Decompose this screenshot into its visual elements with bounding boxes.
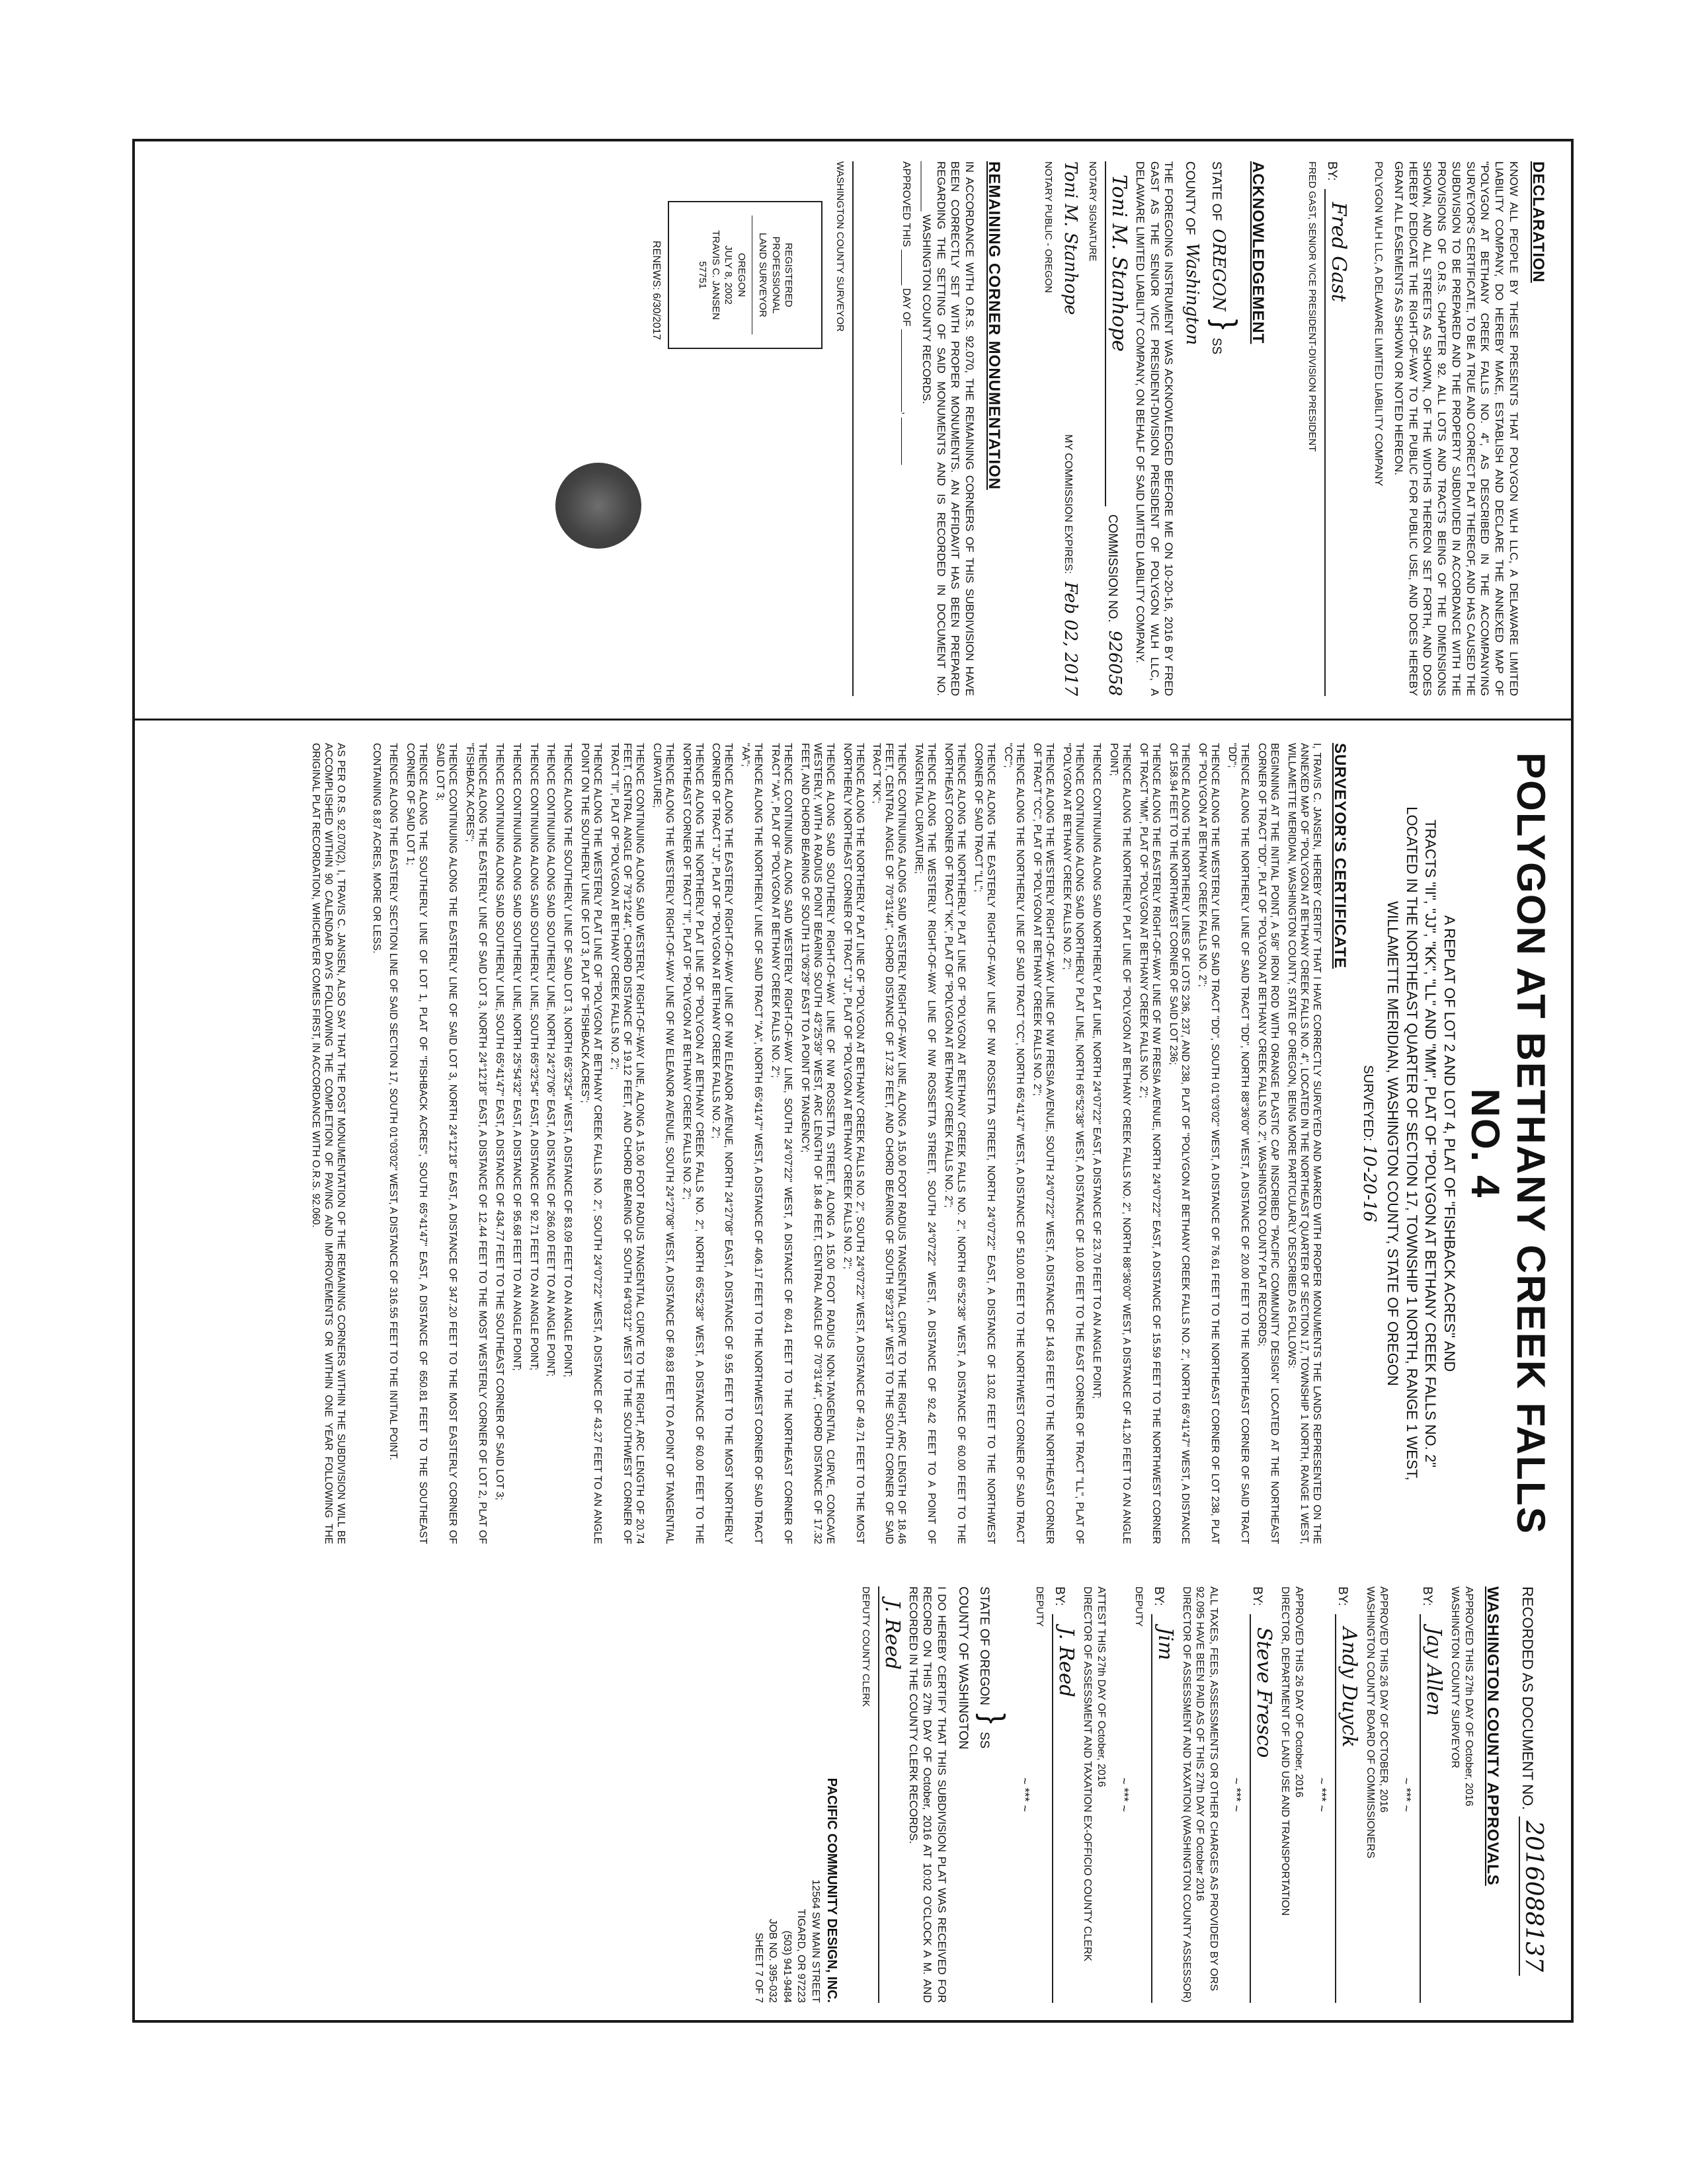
firm-city: TIGARD, OR 97223 [795, 1908, 807, 2003]
declaration-text: KNOW ALL PEOPLE BY THESE PRESENTS THAT POLYGON WLH LLC, A DELAWARE LIMITED LIABILITY COMPANY, DO HEREBY MAKE, ESTABLISH AND DECLARE THE ANNEXED MAP OF "POLYGON AT BETHANY CREEK FALLS NO. 4", AS DESCRIBED IN THE ACCOMPANYING SURVEYOR'S CERTIFICATE, TO BE A TRUE AND CORRECT PLAT THEREOF, AND HAS CAUSED THE SUBDIVISION TO BE PREPARED AND THE PROPERTY SUBDIVIDED IN ACCORDANCE WITH THE PROVISIONS OF O.R.S. CHAPTER 92. ALL LOTS AND TRACTS BEING OF THE DIMENSIONS SHOWN, AND ALL STREETS AS SHOWN, OF THE WIDTHS THEREON SET FORTH, AND DOES HEREBY DEDICATE THE RIGHT-OF-WAY TO THE PUBLIC FOR PUBLIC USE, AND DOES HEREBY GRANT ALL EASEMENTS AS SHOWN OR NOTED HEREON. [1392, 161, 1520, 696]
plat-sheet [132, 139, 1574, 2023]
survey-course: THENCE ALONG THE SOUTHERLY LINE OF SAID LOT 3, NORTH 65°32'54" WEST, A DISTANCE OF 83.09 FEET TO AN ANGLE POINT; [562, 743, 574, 1378]
firm-address: 12564 SW MAIN STREET [809, 1879, 821, 2003]
ack-county-label: COUNTY OF [1183, 161, 1197, 235]
survey-course: BEGINNING AT THE INITIAL POINT, A 5/8" IRON ROD WITH ORANGE PLASTIC CAP INSCRIBED "PACIFIC COMMUNITY DESIGN" LOCATED AT THE NORTHEAST CORNER OF TRACT "DD", PLAT OF "POLYGON AT BETHANY CREEK FALLS NO. 2", WASHINGTON COUNTY PLAT RECORDS; [1256, 743, 1280, 1544]
survey-course: THENCE CONTINUING ALONG SAID SOUTHERLY LINE, NORTH 24°27'06" EAST, A DISTANCE OF 266.00 FEET TO AN ANGLE POINT; [545, 743, 557, 1377]
plat-subtitle-4: WILLAMETTE MERIDIAN, WASHINGTON COUNTY, STATE OF OREGON [1385, 901, 1402, 1386]
survey-course: THENCE ALONG THE NORTHERLY LINES OF LOTS 236, 237, AND 238, PLAT OF "POLYGON AT BETHANY CREEK FALLS NO. 2", NORTH 65°41'47" WEST, A DISTANCE OF 158.94 FEET TO THE NORTHWEST CORNER OF SAID LOT 236; [1167, 743, 1191, 1544]
ack-county-row [1182, 161, 1202, 696]
approval-surveyor-text: APPROVED THIS 27th DAY OF October, 2016 [1463, 1586, 1474, 1807]
survey-course: THENCE CONTINUING ALONG SAID SOUTHERLY LINE, NORTH 25°54'32" EAST, A DISTANCE OF 95.68 FEET TO AN ANGLE POINT; [510, 743, 522, 1371]
approval-board-label: WASHINGTON COUNTY BOARD OF COMMISSIONERS [1364, 1586, 1376, 1859]
left-column [132, 139, 1574, 721]
declaration-heading: DECLARATION [1529, 161, 1547, 283]
survey-course: THENCE ALONG THE EASTERLY RIGHT-OF-WAY LINE OF NW ELEANOR AVENUE, NORTH 24°27'08" EAST, A DISTANCE OF 9.55 FEET TO THE MOST NORTHERLY CORNER OF TRACT "JJ", PLAT OF "POLYGON AT BETHANY CREEK FALLS NO. 2"; [710, 743, 735, 1544]
right-column [132, 1567, 1574, 2023]
remaining-approved: APPROVED THIS ______ DAY OF ______________, ________ [901, 161, 912, 465]
commission-label: COMMISSION NO. [1105, 514, 1120, 623]
firm-phone: (503) 941-9484 [781, 1930, 793, 2003]
ack-text: THE FOREGOING INSTRUMENT WAS ACKNOWLEDGED BEFORE ME ON 10-20-16, 2016 BY FRED GAST AS THE SENIOR VICE PRESIDENT-DIVISION PRESIDENT OF POLYGON WLH LLC, A DELAWARE LIMITED LIABILITY COMPANY, ON BEHALF OF SAID LIMITED LIABILITY COMPANY. [1133, 161, 1176, 696]
notary-signature-label: NOTARY SIGNATURE [1087, 161, 1099, 262]
approval-board-text: APPROVED THIS 26 DAY OF OCTOBER, 2016 [1378, 1586, 1390, 1813]
stamp-line-7: 57751 [697, 261, 709, 289]
stars-4: ~ *** ~ [1117, 1777, 1131, 1813]
stamp-line-5: JULY 8, 2002 [723, 245, 735, 305]
notary-name: Toni M. Stanhope [1061, 161, 1081, 315]
surveyor-intro: I, TRAVIS C. JANSEN, HEREBY CERTIFY THAT I HAVE CORRECTLY SURVEYED AND MARKED WITH PROPER MONUMENTS THE LANDS REPRESENTED ON THE ANNEXED MAP OF "POLYGON AT BETHANY CREEK FALLS NO. 4", LOCATED IN THE NORTHEAST QUARTER OF SECTION 17, TOWNSHIP 1 NORTH, RANGE 1 WEST, WILLAMETTE MERIDIAN, WASHINGTON COUNTY, STATE OF OREGON, BEING MORE PARTICULARLY DESCRIBED AS FOLLOWS: [1285, 743, 1322, 1544]
stars-5: ~ *** ~ [1018, 1777, 1032, 1813]
stamp-renews: RENEWS: 6/30/2017 [651, 241, 662, 340]
clerk-county-row [955, 1586, 970, 2003]
ack-ss: SS [1209, 337, 1224, 355]
firm-name: PACIFIC COMMUNITY DESIGN, INC. [824, 1777, 839, 2003]
surveyor-heading: SURVEYOR'S CERTIFICATE [1330, 743, 1349, 969]
notary-signature-row [1105, 161, 1131, 696]
stamp-line-2: PROFESSIONAL [770, 236, 782, 314]
recorded-as-document [1519, 1586, 1547, 2003]
survey-course: THENCE ALONG SAID SOUTHERLY RIGHT-OF-WAY LINE OF NW ROSSETTA STREET, ALONG A 15.00 FOOT RADIUS NON-TANGENTIAL CURVE, CONCAVE WESTERLY, WITH A RADIUS POINT BEARING SOUTH 43°25'39" WEST, ARC LENGTH OF 18.46 FEET, CENTRAL ANGLE OF 70°31'44", CHORD DISTANCE OF 17.32 FEET, AND CHORD BEARING OF SOUTH 11°06'29" EAST TO A POINT OF TANGENCY; [799, 743, 836, 1544]
surveyor-closing: AS PER O.R.S. 92.070(2), I, TRAVIS C. JANSEN, ALSO SAY THAT THE POST MONUMENTATION OF THE REMAINING CORNERS WITHIN THE SUBDIVISION WILL BE ACCOMPLISHED WITHIN 90 CALENDAR DAYS FOLLOWING THE COMPLETION OF PAVING AND IMPROVEMENTS OR WITHIN ONE YEAR FOLLOWING THE ORIGINAL PLAT RECORDATION, WHICHEVER COMES FIRST, IN ACCORDANCE WITH O.R.S. 92.060. [309, 743, 346, 1544]
survey-course: THENCE CONTINUING ALONG SAID NORTHERLY PLAT LINE, NORTH 24°07'22" EAST, A DISTANCE OF 23.70 FEET TO AN ANGLE POINT; [1091, 743, 1103, 1399]
acknowledgement-heading: ACKNOWLEDGEMENT [1249, 161, 1267, 344]
survey-course: THENCE CONTINUING ALONG SAID WESTERLY RIGHT-OF-WAY LINE, ALONG A 15.00 FOOT RADIUS TANGENTIAL CURVE TO THE RIGHT, ARC LENGTH OF 18.46 FEET, CENTRAL ANGLE OF 70°31'44", CHORD DISTANCE OF 17.32 FEET, AND CHORD BEARING OF SOUTH 59°23'14" WEST TO THE SOUTH CORNER OF SAID TRACT "KK"; [871, 743, 908, 1544]
survey-course: THENCE ALONG THE NORTHERLY LINE OF SAID TRACT "DD", NORTH 88°36'00" WEST, A DISTANCE OF 20.00 FEET TO THE NORTHEAST CORNER OF SAID TRACT "DD"; [1226, 743, 1251, 1544]
approval-deputy-signature: Jim [1153, 1627, 1177, 1660]
clerk-state-row [975, 1586, 1011, 2003]
clerk-text: I DO HEREBY CERTIFY THAT THIS SUBDIVISION PLAT WAS RECEIVED FOR RECORD ON THIS 27th DAY OF October, 2016 AT 10:02 O'CLOCK A M. AND RECORDED IN THE COUNTY CLERK RECORDS. [906, 1586, 949, 2003]
approval-director-text: APPROVED THIS 26 DAY OF October, 2016 [1293, 1586, 1305, 1798]
survey-course: THENCE ALONG THE EASTERLY RIGHT-OF-WAY LINE OF NW ROSSETTA STREET, NORTH 24°07'22" EAST, A DISTANCE OF 13.02 FEET TO THE NORTHWEST CORNER OF SAID TRACT "LL"; [972, 743, 996, 1544]
survey-course: THENCE CONTINUING ALONG SAID SOUTHERLY LINE, SOUTH 65°32'54" EAST, A DISTANCE OF 92.71 FEET TO AN ANGLE POINT; [528, 743, 540, 1371]
declaration-signature: Fred Gast [1327, 202, 1351, 302]
declaration-signer: FRED GAST, SENIOR VICE PRESIDENT-DIVISION PRESIDENT [1306, 161, 1318, 452]
survey-course: THENCE ALONG THE WESTERLY PLAT LINE OF "POLYGON AT BETHANY CREEK FALLS NO. 2", SOUTH 24°07'22" WEST, A DISTANCE OF 43.27 FEET TO AN ANGLE POINT ON THE SOUTHERLY LINE OF LOT 3, PLAT OF "FISHBACK ACRES"; [579, 743, 604, 1544]
survey-course: THENCE CONTINUING ALONG THE EASTERLY LINE OF SAID LOT 3, NORTH 24°12'18" EAST, A DISTANCE OF 347.20 FEET TO THE MOST EASTERLY CORNER OF SAID LOT 3; [434, 743, 459, 1544]
expires-label: MY COMMISSION EXPIRES: [1063, 434, 1074, 574]
survey-course: THENCE ALONG THE NORTHERLY PLAT LINE OF "POLYGON AT BETHANY CREEK FALLS NO. 2", NORTH 65°52'38" WEST, A DISTANCE OF 60.00 FEET TO THE NORTHEAST CORNER OF TRACT "KK", PLAT OF "POLYGON AT BETHANY CREEK FALLS NO. 2"; [942, 743, 967, 1544]
stars-1: ~ *** ~ [1400, 1777, 1414, 1813]
ack-county-value: Washington [1182, 243, 1203, 346]
survey-course: THENCE CONTINUING ALONG SAID WESTERLY RIGHT-OF-WAY LINE, ALONG A 15.00 FOOT RADIUS TANGENTIAL CURVE TO THE RIGHT, ARC LENGTH OF 20.74 FEET, CENTRAL ANGLE OF 79°12'44", CHORD DISTANCE OF 19.12 FEET, AND CHORD BEARING OF SOUTH 64°03'12" WEST TO THE SOUTHWEST CORNER OF TRACT "II", PLAT OF "POLYGON AT BETHANY CREEK FALLS NO. 2"; [609, 743, 645, 1544]
surveyed-date: 10-20-16 [1359, 1144, 1379, 1222]
recorded-number: 2016088137 [1519, 1816, 1547, 1976]
firm-sheet: SHEET 7 OF 7 [752, 1932, 764, 2003]
firm-block [751, 1586, 840, 2003]
approval-deputy-label-2: DEPUTY [1034, 1586, 1046, 1627]
survey-course: CONTAINING 8.87 ACRES, MORE OR LESS. [370, 743, 382, 954]
stars-2: ~ *** ~ [1314, 1777, 1328, 1813]
recorded-label: RECORDED AS DOCUMENT NO. [1519, 1586, 1536, 1811]
county-seal [555, 463, 641, 549]
notary-name-row [1061, 161, 1080, 696]
approval-taxes-text: ALL TAXES, FEES, ASSESSMENTS OR OTHER CHARGES AS PROVIDED BY ORS 92.095 HAVE BEEN PAID AS OF THIS 27th DAY OF October 2016 [1194, 1586, 1220, 1992]
survey-course: THENCE ALONG THE WESTERLY RIGHT-OF-WAY LINE OF NW ELEANOR AVENUE, SOUTH 24°27'08" WEST, A DISTANCE OF 89.83 FEET TO A POINT OF TANGENTIAL CURVATURE; [651, 743, 675, 1544]
survey-course: THENCE ALONG THE EASTERLY LINE OF SAID LOT 3, NORTH 24°12'18" EAST, A DISTANCE OF 12.44 FEET TO THE MOST WESTERLY CORNER OF LOT 2, PLAT OF "FISHBACK ACRES"; [463, 743, 488, 1544]
survey-courses [370, 743, 1280, 1544]
approval-board-signature: Andy Duyck [1337, 1627, 1361, 1748]
survey-course: THENCE ALONG THE WESTERLY RIGHT-OF-WAY LINE OF NW FRESIA AVENUE, SOUTH 24°07'22" WEST, A DISTANCE OF 14.63 FEET TO THE NORTHEAST CORNER OF TRACT "CC", PLAT OF "POLYGON AT BETHANY CREEK FALLS NO. 2"; [1031, 743, 1056, 1544]
clerk-ss: SS [977, 1731, 992, 1749]
clerk-brace: } [975, 1713, 1011, 1724]
commission-value: 926058 [1105, 630, 1125, 696]
survey-course: THENCE ALONG THE NORTHERLY PLAT LINE OF "POLYGON AT BETHANY CREEK FALLS NO. 2", NORTH 88°36'00" WEST, A DISTANCE OF 41.20 FEET TO AN ANGLE POINT; [1107, 743, 1132, 1544]
approval-by-2: BY: [1335, 1586, 1349, 1606]
approvals-heading: WASHINGTON COUNTY APPROVALS [1484, 1586, 1502, 1886]
declaration-signature-row [1324, 161, 1351, 696]
ack-brace: } [1207, 319, 1243, 330]
stamp-line-4: OREGON [735, 253, 747, 297]
approval-director-label: DIRECTOR, DEPARTMENT OF LAND USE AND TRANSPORTATION [1279, 1586, 1291, 1916]
plat-subtitle-3: LOCATED IN THE NORTHEAST QUARTER OF SECTION 17, TOWNSHIP 1 NORTH, RANGE 1 WEST, [1403, 806, 1420, 1481]
approval-attest-signature: J. Reed [1055, 1627, 1078, 1697]
remaining-text: IN ACCORDANCE WITH O.R.S. 92.070, THE REMAINING CORNERS OF THIS SUBDIVISION HAVE BEEN CORRECTLY SET WITH PROPER MONUMENTS. AN AFFIDAVIT HAS BEEN PREPARED REGARDING THE SETTING OF SAID MONUMENTS AND IS RECORDED IN DOCUMENT NO. ________ WASHINGTON COUNTY RECORDS. [920, 161, 977, 696]
approval-by-3: BY: [1250, 1586, 1265, 1606]
surveyor-stamp [668, 201, 823, 349]
stamp-line-3: LAND SURVEYOR [757, 232, 769, 318]
stamp-line-6: TRAVIS C. JANSEN [709, 230, 721, 320]
surveyed-row [1359, 743, 1379, 1544]
clerk-label: DEPUTY COUNTY CLERK [860, 1586, 871, 1707]
plat-subtitle-2: TRACTS "II", "JJ", "KK", "LL" AND "MM", PLAT OF "POLYGON AT BETHANY CREEK FALLS NO. 2" [1422, 819, 1439, 1468]
ack-state-value: OREGON [1209, 229, 1229, 311]
approval-by-5: BY: [1053, 1586, 1067, 1606]
surveyed-label: SURVEYED: [1360, 1065, 1375, 1142]
survey-course: THENCE ALONG THE EASTERLY SECTION LINE OF SAID SECTION 17, SOUTH 01°03'02" WEST, A DISTANCE OF 316.55 FEET TO THE INITIAL POINT. [387, 743, 399, 1461]
notary-signature: Toni M. Stanhope [1107, 175, 1131, 352]
stamp-line-1: REGISTERED [783, 243, 795, 307]
firm-job: JOB NO. 395-032 [767, 1918, 779, 2003]
approval-by-1: BY: [1420, 1586, 1435, 1606]
survey-course: THENCE ALONG THE EASTERLY RIGHT-OF-WAY LINE OF NW FRESIA AVENUE, NORTH 24°07'22" EAST, A DISTANCE OF 15.59 FEET TO THE NORTHWEST CORNER OF TRACT "MM", PLAT OF "POLYGON AT BETHANY CREEK FALLS NO. 2"; [1137, 743, 1162, 1544]
clerk-signature: J. Reed [880, 1600, 904, 1670]
middle-column [132, 721, 1574, 1567]
approval-surveyor-label: WASHINGTON COUNTY SURVEYOR [1449, 1586, 1461, 1768]
remaining-surveyor-label: WASHINGTON COUNTY SURVEYOR [834, 161, 846, 332]
approval-taxes-label: DIRECTOR OF ASSESSMENT AND TAXATION (WASHINGTON COUNTY ASSESSOR) [1180, 1586, 1192, 2003]
notary-public-label: NOTARY PUBLIC - OREGON [1043, 161, 1055, 293]
ack-state-label: STATE OF [1209, 161, 1224, 221]
survey-course: THENCE ALONG THE NORTHERLY LINE OF SAID TRACT "AA", NORTH 65°41'47" WEST, A DISTANCE OF 406.17 FEET TO THE NORTHWEST CORNER OF SAID TRACT "AA"; [740, 743, 764, 1544]
survey-course: THENCE CONTINUING ALONG SAID NORTHERLY PLAT LINE, NORTH 65°52'38" WEST, A DISTANCE OF 10.00 FEET TO THE EAST CORNER OF TRACT "LL", PLAT OF "POLYGON AT BETHANY CREEK FALLS NO. 2"; [1061, 743, 1086, 1544]
survey-course: THENCE CONTINUING ALONG SAID WESTERLY RIGHT-OF-WAY LINE, SOUTH 24°07'22" WEST, A DISTANCE OF 60.41 FEET TO THE NORTHEAST CORNER OF TRACT "AA", PLAT OF "POLYGON AT BETHANY CREEK FALLS NO. 2"; [770, 743, 793, 1544]
declaration-by-label: BY: [1325, 161, 1340, 181]
survey-course: THENCE ALONG THE NORTHERLY LINE OF SAID TRACT "CC", NORTH 65°41'47" WEST, A DISTANCE OF 510.00 FEET TO THE NORTHWEST CORNER OF SAID TRACT "CC"; [1002, 743, 1026, 1544]
stars-3: ~ *** ~ [1230, 1777, 1244, 1813]
survey-course: THENCE ALONG THE WESTERLY RIGHT-OF-WAY LINE OF NW ROSSETTA STREET, SOUTH 24°07'22" WEST, A DISTANCE OF 92.42 FEET TO A POINT OF TANGENTIAL CURVATURE; [913, 743, 938, 1544]
approval-deputy-label-1: DEPUTY [1133, 1586, 1144, 1627]
survey-course: THENCE ALONG THE WESTERLY LINE OF SAID TRACT "DD", SOUTH 01°03'02" WEST, A DISTANCE OF 76.61 FEET TO THE NORTHEAST CORNER OF LOT 238, PLAT OF "POLYGON AT BETHANY CREEK FALLS NO. 2"; [1197, 743, 1221, 1544]
survey-course: THENCE CONTINUING ALONG SAID SOUTHERLY LINE, SOUTH 65°41'47" EAST, A DISTANCE OF 434.77 FEET TO THE SOUTHEAST CORNER OF SAID LOT 3; [493, 743, 505, 1501]
survey-course: THENCE ALONG THE NORTHERLY PLAT LINE OF "POLYGON AT BETHANY CREEK FALLS NO. 2", SOUTH 24°07'22" WEST, A DISTANCE OF 49.71 FEET TO THE MOST NORTHERLY NORTHEAST CORNER OF TRACT "JJ", PLAT OF "POLYGON AT BETHANY CREEK FALLS NO. 2"; [841, 743, 865, 1544]
ack-state-row [1207, 161, 1243, 696]
plat-subtitle-1: A REPLAT OF LOT 2 AND LOT 4, PLAT OF "FISHBACK ACRES" AND [1441, 915, 1458, 1372]
declaration-company: POLYGON WLH LLC, A DELAWARE LIMITED LIABILITY COMPANY [1373, 161, 1385, 487]
survey-course: THENCE ALONG THE SOUTHERLY LINE OF LOT 1, PLAT OF "FISHBACK ACRES", SOUTH 65°41'47" EAST, A DISTANCE OF 650.81 FEET TO THE SOUTHEAST CORNER OF SAID LOT 1; [405, 743, 429, 1544]
approval-attest-label: DIRECTOR OF ASSESSMENT AND TAXATION EX-OFFICIO COUNTY CLERK [1082, 1586, 1094, 1962]
expires-value: Feb 02, 2017 [1061, 582, 1081, 696]
survey-course: THENCE ALONG THE NORTHERLY PLAT LINE OF "POLYGON AT BETHANY CREEK FALLS NO. 2", NORTH 65°52'38" WEST, A DISTANCE OF 60.00 FEET TO THE NORTHEAST CORNER OF TRACT "II", PLAT OF "POLYGON AT BETHANY CREEK FALLS NO. 2"; [680, 743, 705, 1544]
approval-director-signature: Steve Fresco [1252, 1627, 1276, 1758]
plat-title: POLYGON AT BETHANY CREEK FALLS NO. 4 [1463, 752, 1553, 1535]
clerk-county-label: COUNTY OF WASHINGTON [956, 1586, 971, 1750]
approval-attest-text: ATTEST THIS 27th DAY OF October, 2016 [1095, 1586, 1107, 1787]
approval-by-4: BY: [1151, 1586, 1166, 1606]
approval-surveyor-signature: Jay Allen [1422, 1627, 1446, 1716]
remaining-heading: REMAINING CORNER MONUMENTATION [985, 161, 1004, 490]
clerk-state-label: STATE OF OREGON [977, 1586, 992, 1705]
